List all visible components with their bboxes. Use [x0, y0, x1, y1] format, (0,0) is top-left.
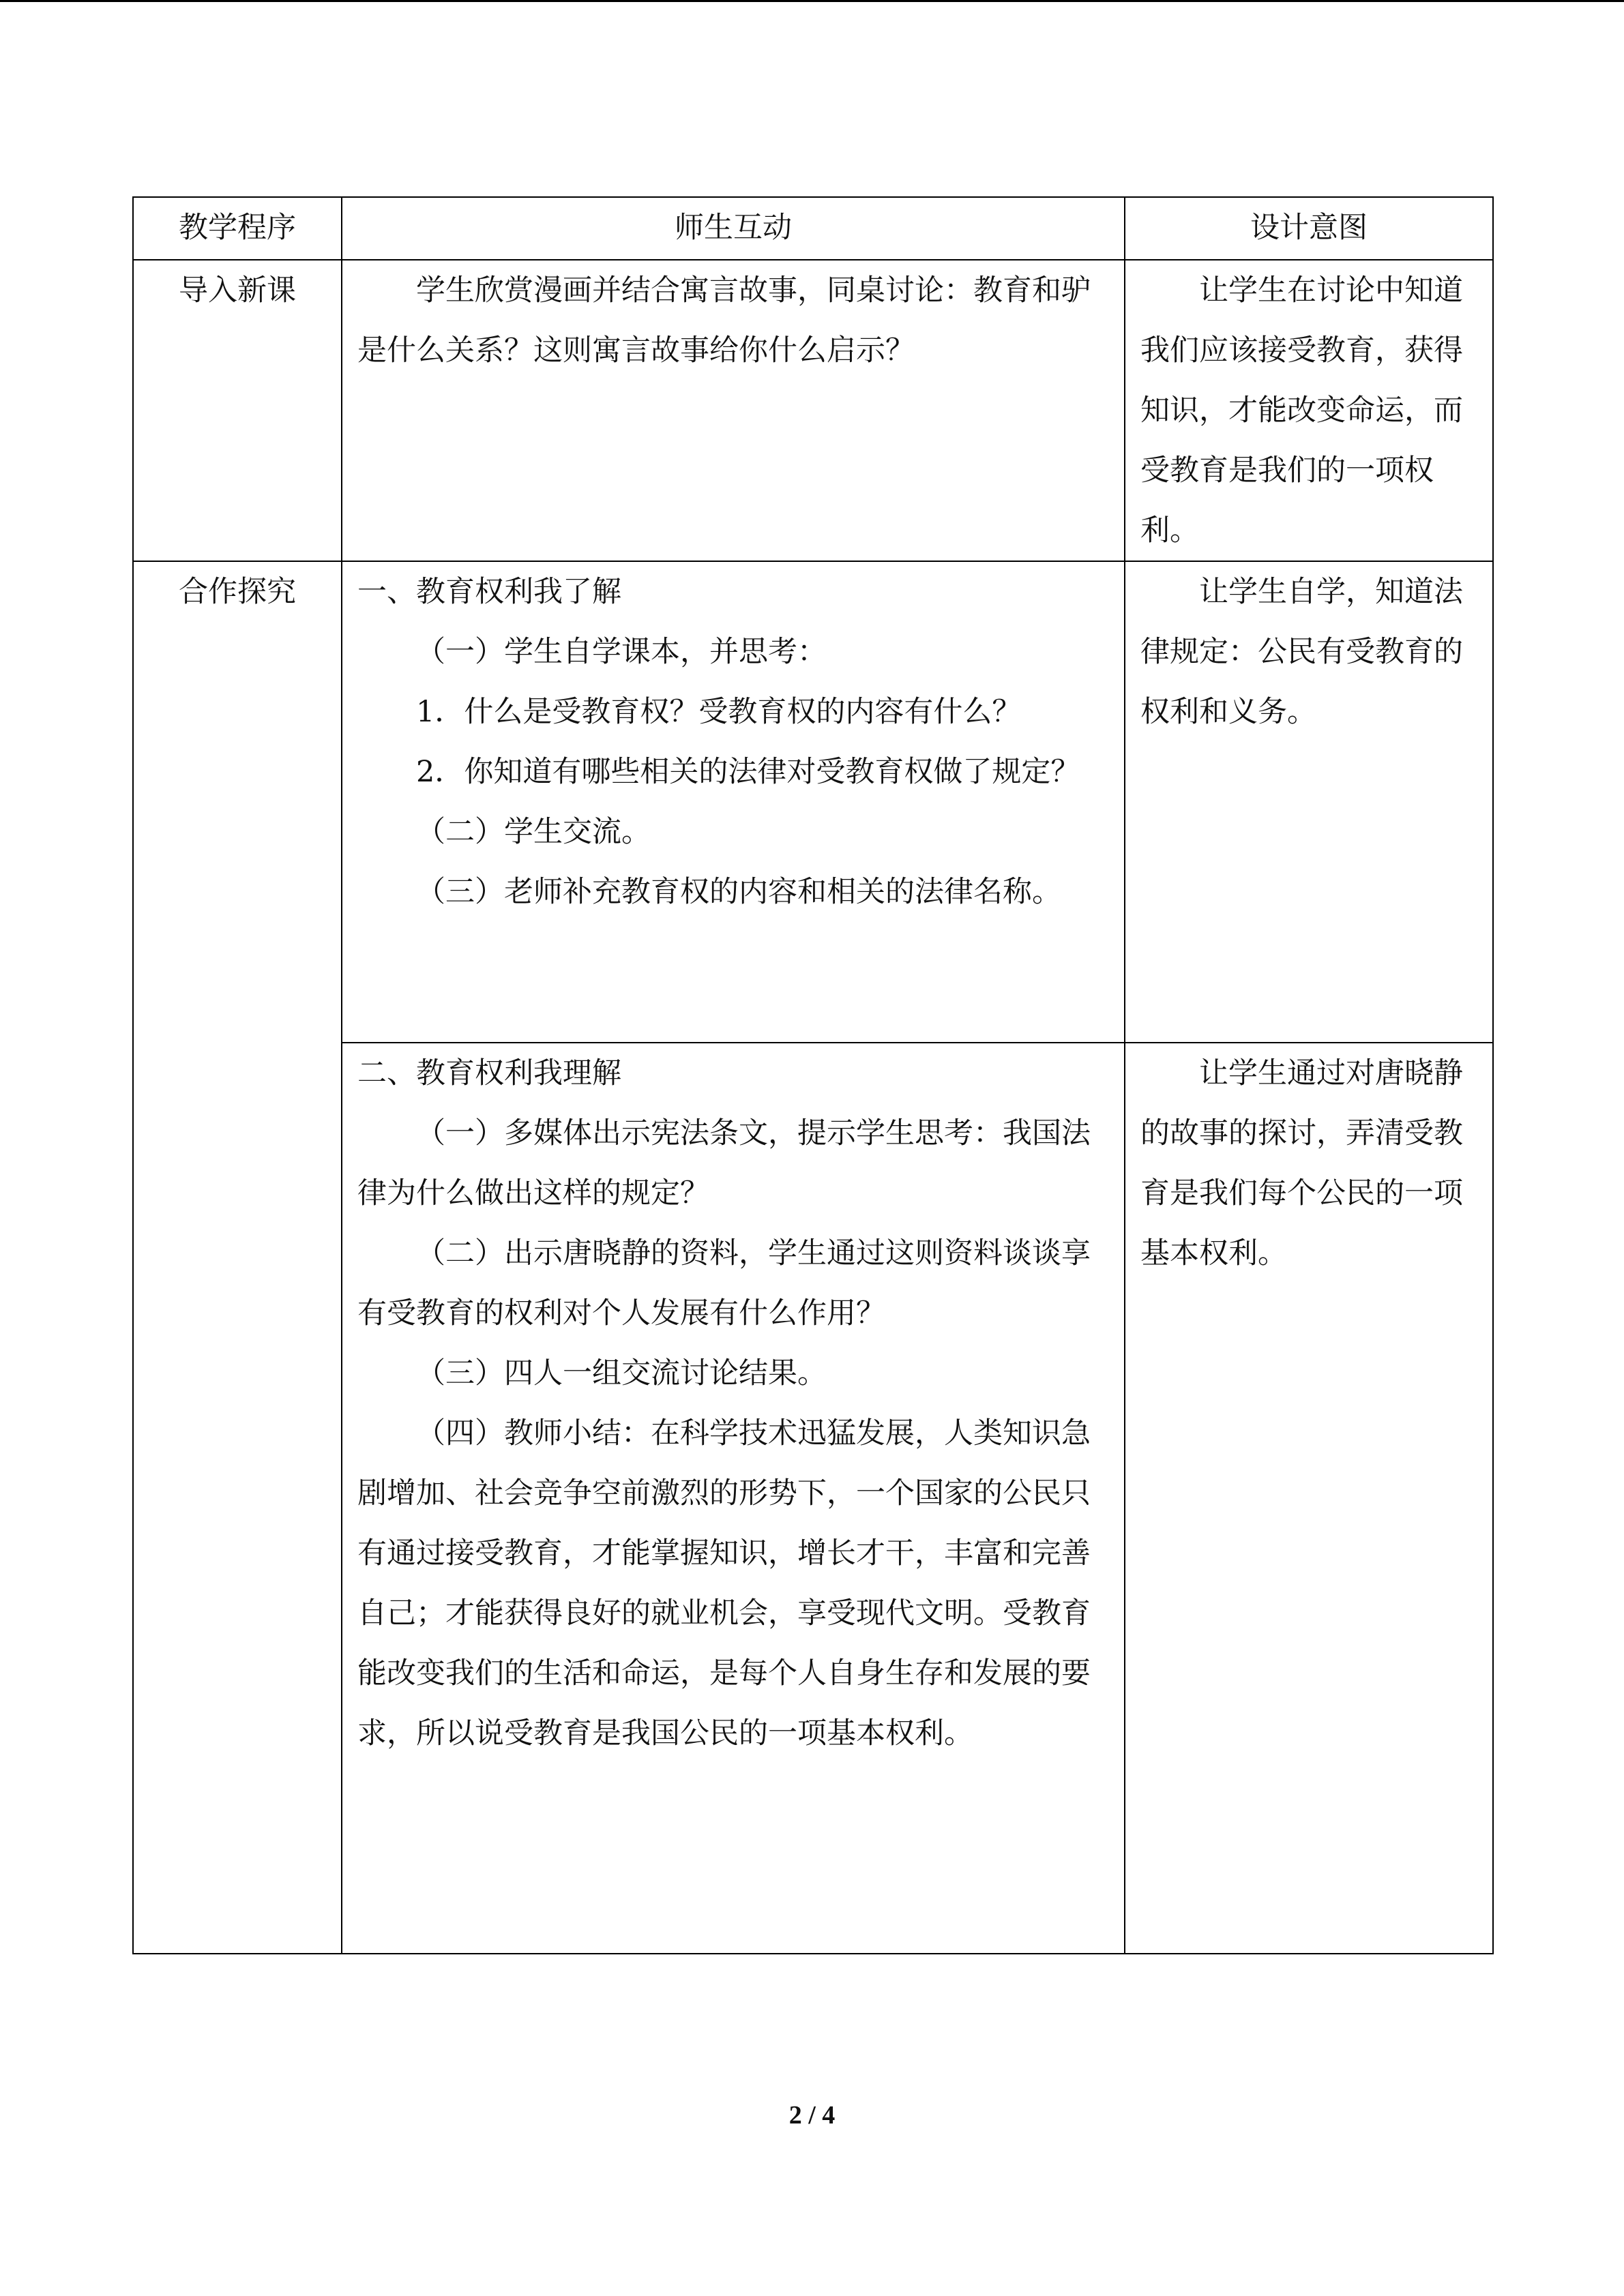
section-heading: 一、教育权利我了解 — [357, 575, 621, 609]
interaction-cell — [342, 1043, 1125, 1954]
intent-paragraph: 让学生自学，知道法律规定：公民有受教育的权利和义务。 — [1140, 575, 1463, 729]
table-header-row — [133, 197, 1493, 260]
intent-cell — [1125, 260, 1493, 561]
interaction-paragraph: （三）老师补充教育权的内容和相关的法律名称。 — [416, 875, 1061, 909]
header-interaction: 师生互动 — [342, 197, 1125, 260]
interaction-paragraph: 1．什么是受教育权？受教育权的内容有什么？ — [416, 695, 1022, 729]
interaction-paragraph: 学生欣赏漫画并结合寓言故事，同桌讨论：教育和驴是什么关系？这则寓言故事给你什么启示？ — [357, 273, 1091, 368]
lesson-plan-table — [132, 196, 1494, 1954]
interaction-paragraph: （三）四人一组交流讨论结果。 — [416, 1356, 827, 1390]
interaction-paragraph: （一）多媒体出示宪法条文，提示学生思考：我国法律为什么做出这样的规定？ — [357, 1116, 1091, 1210]
interaction-paragraph: （二）出示唐晓静的资料，学生通过这则资料谈谈享有受教育的权利对个人发展有什么作用？ — [357, 1236, 1091, 1330]
header-stage: 教学程序 — [133, 197, 342, 260]
table-row-explore-1 — [133, 561, 1493, 1043]
interaction-cell — [342, 561, 1125, 1043]
stage-cell: 合作探究 — [133, 561, 342, 1954]
top-border-line — [0, 0, 1624, 2]
section-heading: 二、教育权利我理解 — [357, 1056, 621, 1090]
intent-paragraph: 让学生在讨论中知道我们应该接受教育，获得知识，才能改变命运，而受教育是我们的一项权利。 — [1140, 273, 1463, 548]
table-row-intro — [133, 260, 1493, 561]
stage-cell: 导入新课 — [133, 260, 342, 561]
interaction-cell — [342, 260, 1125, 561]
header-intent: 设计意图 — [1125, 197, 1493, 260]
interaction-paragraph: （一）学生自学课本，并思考： — [416, 635, 827, 669]
page-number: 2 / 4 — [788, 2101, 836, 2130]
intent-paragraph: 让学生通过对唐晓静的故事的探讨，弄清受教育是我们每个公民的一项基本权利。 — [1140, 1056, 1463, 1270]
interaction-paragraph: （二）学生交流。 — [416, 815, 651, 849]
interaction-paragraph: 2．你知道有哪些相关的法律对受教育权做了规定？ — [416, 755, 1080, 789]
interaction-paragraph: （四）教师小结：在科学技术迅猛发展，人类知识急剧增加、社会竞争空前激烈的形势下，一个国家的公民只有通过接受教育，才能掌握知识，增长才干，丰富和完善自己；才能获得良好的就业机会，享受现代文明。受教育能改变我们的生活和命运，是每个人自身生存和发展的要求，所以说受教育是我国公民的一项基本权利。 — [357, 1416, 1091, 1750]
intent-cell — [1125, 1043, 1493, 1954]
intent-cell — [1125, 561, 1493, 1043]
